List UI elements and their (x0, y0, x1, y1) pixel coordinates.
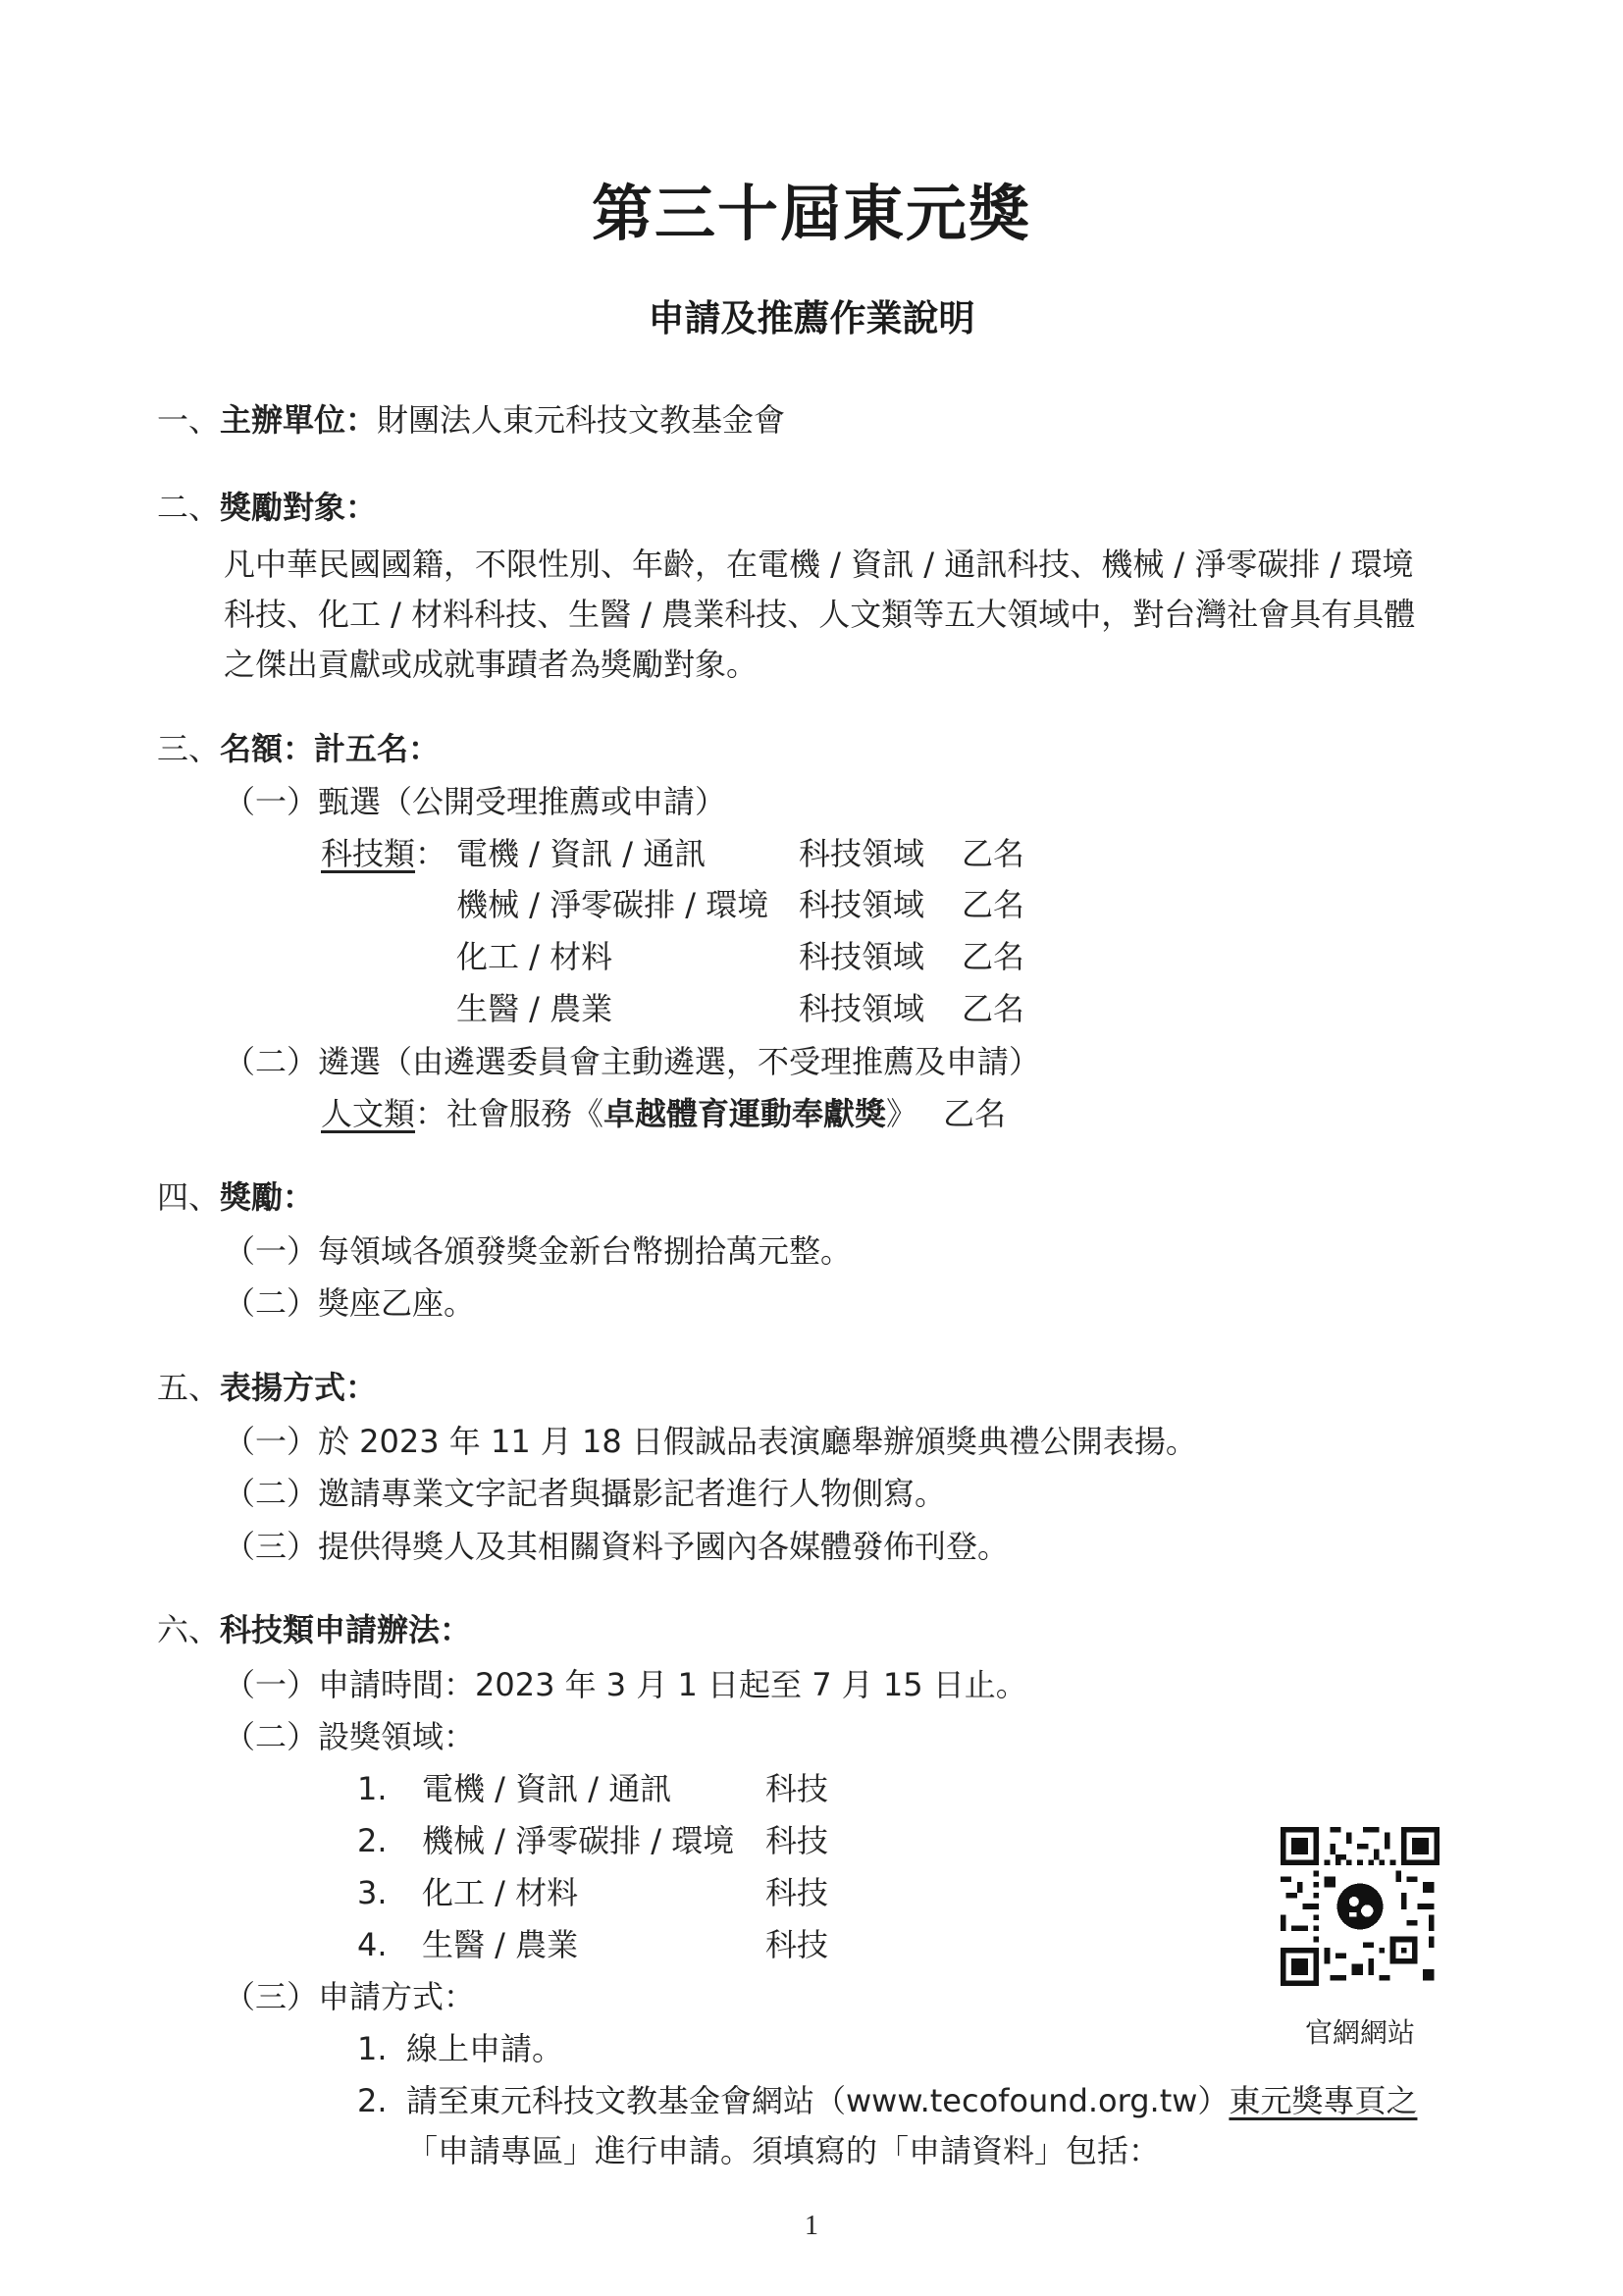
field-number: 1. (357, 1770, 388, 1807)
award-page-link[interactable]: 東元獎專頁之 (1229, 2082, 1418, 2119)
section-quota-heading (157, 729, 440, 768)
qr-code-image (1281, 1827, 1440, 1986)
field-name: 機械 / 淨零碳排 / 環境 (422, 1822, 735, 1859)
field-number: 2. (357, 1822, 388, 1859)
method-number: 2. (357, 2082, 388, 2119)
section-label: 名額：計五名： (220, 730, 441, 767)
tech-domain: 科技領域 (799, 990, 925, 1027)
section-eligibility-heading (157, 488, 377, 527)
ceremony-item: （一）於 2023 年 11 月 18 日假誠品表演廳舉辦頒獎典禮公開表揚。 (224, 1423, 1197, 1460)
tech-field: 生醫 / 農業 (456, 990, 613, 1027)
field-number: 3. (357, 1874, 388, 1911)
eligibility-line: 之傑出貢獻或成就事蹟者為獎勵對象。 (224, 646, 759, 683)
method-online: 線上申請。 (406, 2030, 564, 2067)
tech-quota: 乙名 (962, 938, 1025, 975)
tech-quota: 乙名 (962, 886, 1025, 923)
tech-field: 化工 / 材料 (456, 938, 613, 975)
section-number: 三、 (157, 730, 221, 767)
tech-field: 機械 / 淨零碳排 / 環境 (456, 886, 769, 923)
field-name: 生醫 / 農業 (422, 1926, 579, 1963)
humanities-award: 卓越體育運動奉獻獎 (603, 1095, 887, 1132)
section-reward-heading (157, 1177, 314, 1217)
field-name: 電機 / 資訊 / 通訊 (422, 1770, 672, 1807)
page-number: 1 (805, 2211, 818, 2241)
tech-domain: 科技領域 (799, 938, 925, 975)
section-label: 主辦單位： (220, 401, 378, 439)
section-organizer (157, 400, 785, 440)
page-title: 第三十屆東元獎 (591, 178, 1031, 249)
humanities-label: 人文類 (321, 1095, 416, 1132)
section-number: 二、 (157, 489, 221, 526)
field-number: 4. (357, 1926, 388, 1963)
humanities-quota: 乙名 (943, 1095, 1007, 1132)
tech-domain: 科技領域 (799, 886, 925, 923)
selection-open-heading: （一）甄選（公開受理推薦或申請） (224, 783, 727, 820)
award-fields-heading: （二）設獎領域： (224, 1718, 476, 1755)
reward-item: （二）獎座乙座。 (224, 1284, 476, 1322)
method-website-line-2: 「申請專區」進行申請。須填寫的「申請資料」包括： (406, 2132, 1161, 2169)
section-label: 獎勵： (220, 1178, 315, 1216)
organizer-name: 財團法人東元科技文教基金會 (377, 401, 786, 439)
ceremony-item: （三）提供得獎人及其相關資料予國內各媒體發佈刊登。 (224, 1528, 1010, 1565)
method-number: 1. (357, 2030, 388, 2067)
section-label: 獎勵對象： (220, 489, 378, 526)
tech-quota: 乙名 (962, 990, 1025, 1027)
eligibility-line: 科技、化工 / 材料科技、生醫 / 農業科技、人文類等五大領域中，對台灣社會具有具體 (224, 596, 1416, 633)
page-subtitle: 申請及推薦作業說明 (648, 297, 975, 339)
section-ceremony-heading (157, 1368, 377, 1407)
section-number: 一、 (157, 401, 221, 439)
section-number: 四、 (157, 1178, 221, 1216)
eligibility-line: 凡中華民國國籍，不限性別、年齡，在電機 / 資訊 / 通訊科技、機械 / 淨零碳排 / 環境 (224, 546, 1414, 583)
field-name: 化工 / 材料 (422, 1874, 579, 1911)
selection-committee-heading: （二）遴選（由遴選委員會主動遴選，不受理推薦及申請） (224, 1043, 1041, 1080)
section-number: 六、 (157, 1611, 221, 1648)
tech-quota: 乙名 (962, 835, 1025, 872)
section-number: 五、 (157, 1369, 221, 1406)
reward-item: （一）每領域各頒發獎金新台幣捌拾萬元整。 (224, 1232, 853, 1270)
tech-domain: 科技領域 (799, 835, 925, 872)
tech-field: 電機 / 資訊 / 通訊 (456, 835, 707, 872)
qr-code (1281, 1827, 1440, 1986)
section-label: 科技類申請辦法： (220, 1611, 472, 1648)
method-website-line: 請至東元科技文教基金會網站（www.tecofound.org.tw）東元獎專頁之 (406, 2082, 1418, 2119)
field-suffix: 科技 (765, 1926, 829, 1963)
field-suffix: 科技 (765, 1770, 829, 1807)
field-suffix: 科技 (765, 1874, 829, 1911)
application-period: （一）申請時間：2023 年 3 月 1 日起至 7 月 15 日止。 (224, 1666, 1027, 1703)
qr-caption: 官網網站 (1304, 2016, 1415, 2049)
ceremony-item: （二）邀請專業文字記者與攝影記者進行人物側寫。 (224, 1475, 947, 1512)
field-suffix: 科技 (765, 1822, 829, 1859)
section-label: 表揚方式： (220, 1369, 378, 1406)
section-application-heading (157, 1610, 471, 1649)
tech-category-label: 科技類： (321, 835, 447, 872)
application-method-heading: （三）申請方式： (224, 1978, 476, 2015)
humanities-line: 人文類：社會服務《卓越體育運動奉獻獎》 乙名 (321, 1095, 1007, 1132)
